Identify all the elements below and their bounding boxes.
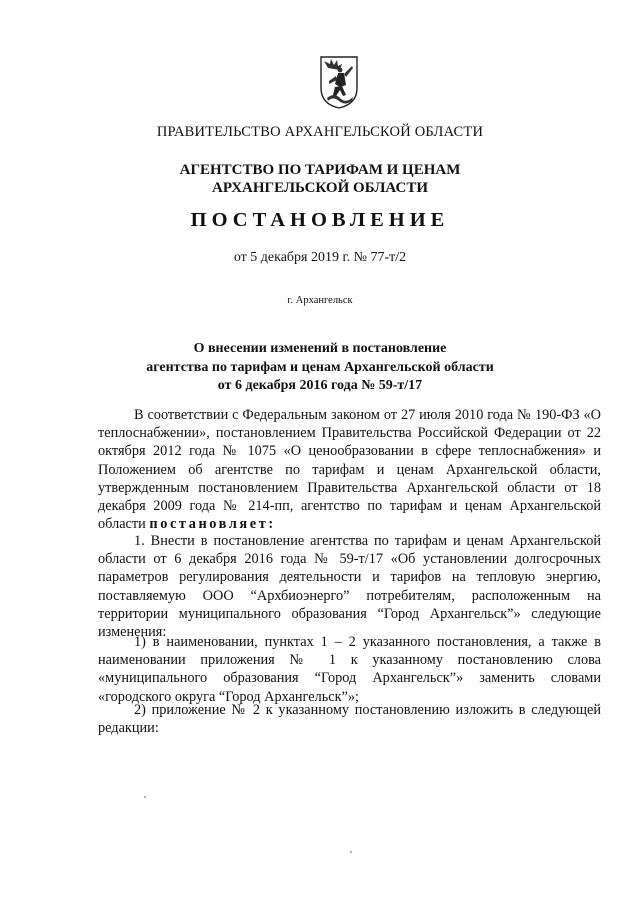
document-type-title: ПОСТАНОВЛЕНИЕ <box>190 209 450 231</box>
agency-name <box>0 161 640 197</box>
subject-line: О внесении изменений в постановление <box>193 341 447 356</box>
decree-subject <box>0 340 640 396</box>
item-1-1-paragraph <box>98 633 601 706</box>
item-1-2-text: 2) приложение № 2 к указанному постановлению изложить в следующей редакции: <box>98 702 601 737</box>
item-1-1-text: 1) в наименовании, пунктах 1 – 2 указанного постановления, а также в наименовании приложения № 1 к указанному постановлению слова «муниципального образования “Город Архангельск”» заменить словами «городского округа “Город Архангельск”»; <box>98 634 601 705</box>
resolves-colon: : <box>268 516 276 533</box>
item-1-text: 1. Внести в постановление агентства по тарифам и ценам Архангельской области от 6 декабря 2016 года № 59-т/17 «Об установлении долгосрочных параметров регулирования деятельности и тарифов на тепловую энергию, поставляемую ООО “Архбиоэнерго” потребителям, расположенным на территории муниципального образования “Город Архангельск”» следующие изменения: <box>98 533 601 641</box>
scan-speck <box>350 851 352 853</box>
preamble-text <box>98 406 601 533</box>
item-1-2-paragraph <box>98 701 601 737</box>
preamble-body: В соответствии с Федеральным законом от 27 июля 2010 года № 190-ФЗ «О теплоснабжении», постановлением Правительства Российской Федерации от 22 октября 2012 года № 1075 «О ценообразовании в сфере теплоснабжения» и Положением об агентстве по тарифам и ценам Архангельской области, утвержденным постановлением Правительства Архангельской области от 18 декабря 2009 года № 214-пп, агентство по тарифам и ценам Архангельской области <box>98 407 601 533</box>
decree-date-number: от 5 декабря 2019 г. № 77-т/2 <box>233 250 407 265</box>
resolves-word: постановляет <box>149 516 269 533</box>
item-1-paragraph <box>98 532 601 641</box>
scan-speck <box>144 796 146 798</box>
government-heading: ПРАВИТЕЛЬСТВО АРХАНГЕЛЬСКОЙ ОБЛАСТИ <box>156 124 484 140</box>
city-name: г. Архангельск <box>287 295 353 306</box>
agency-name-line: АРХАНГЕЛЬСКОЙ ОБЛАСТИ <box>212 180 428 196</box>
agency-name-line: АГЕНТСТВО ПО ТАРИФАМ И ЦЕНАМ <box>179 162 461 178</box>
preamble-paragraph <box>98 406 601 533</box>
subject-line: агентства по тарифам и ценам Архангельской области <box>146 359 494 375</box>
arkhangelsk-coat-of-arms-icon <box>318 54 360 110</box>
subject-line: от 6 декабря 2016 года № 59-т/17 <box>217 378 423 393</box>
